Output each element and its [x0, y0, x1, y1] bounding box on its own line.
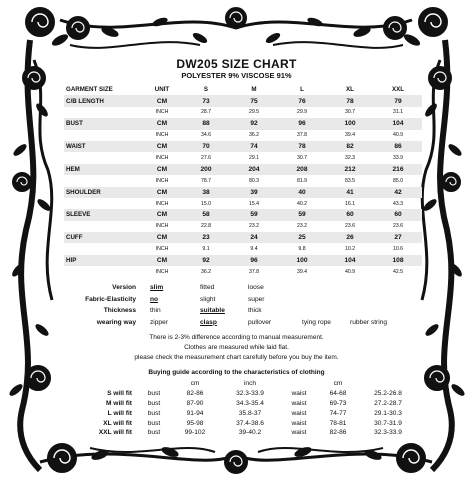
guide-header — [64, 379, 416, 389]
value-cell-inch: 10.6 — [392, 246, 404, 253]
empty-label — [64, 243, 142, 254]
guide-cell-cm2: 78-81 — [329, 419, 347, 427]
value-cell-inch: 16.1 — [344, 200, 356, 207]
rose-top-center — [226, 8, 246, 28]
buying-guide-title: Buying guide according to the characteristics of clothing — [148, 369, 325, 376]
value-cell-cm: 70 — [182, 141, 230, 152]
guide-cell-who: M will fit — [105, 399, 132, 407]
unit-cell: CM — [142, 187, 182, 198]
attribute-option-selected: slim — [150, 284, 164, 291]
empty-label — [64, 221, 142, 232]
guide-cell-part2: waist — [291, 419, 307, 427]
value-cell-cm: 79 — [374, 95, 422, 106]
value-cell-cm: 58 — [182, 209, 230, 220]
guide-cell-cm: 82-86 — [186, 390, 204, 398]
value-cell-inch: 9.1 — [202, 246, 210, 253]
measurement-label: WAIST — [64, 141, 142, 152]
header-size-xl: XL — [346, 86, 354, 94]
guide-col-cm: cm — [190, 380, 200, 388]
value-cell-cm: 96 — [278, 118, 326, 129]
rose-bottom-right — [397, 444, 425, 472]
value-cell-cm: 100 — [326, 118, 374, 129]
size-row-cm — [64, 232, 422, 243]
guide-cell-part1: bust — [147, 409, 161, 417]
unit-cell: INCH — [155, 223, 169, 230]
size-row-inch — [64, 130, 422, 141]
guide-cell-cm: 87-90 — [186, 399, 204, 407]
attribute-label: Version — [112, 284, 136, 291]
guide-cell-part2: waist — [291, 390, 307, 398]
value-cell-inch: 29.1 — [248, 155, 260, 162]
value-cell-inch: 23.6 — [344, 223, 356, 230]
attribute-option: thin — [150, 307, 161, 314]
guide-cell-inch2: 25.2-26.8 — [374, 390, 402, 398]
value-cell-inch: 15.0 — [200, 200, 212, 207]
guide-cell-inch: 34.3-35.4 — [236, 399, 264, 407]
value-cell-cm: 38 — [182, 187, 230, 198]
attribute-option: fitted — [200, 284, 215, 291]
value-cell-inch: 33.9 — [392, 155, 404, 162]
header-size-xxl: XXL — [391, 86, 405, 94]
value-cell-cm: 75 — [230, 95, 278, 106]
measurement-label: HEM — [64, 164, 142, 175]
attribute-option-selected: no — [150, 295, 159, 303]
unit-cell: CM — [142, 232, 182, 243]
value-cell-inch: 29.9 — [296, 109, 308, 116]
attribute-option: thick — [248, 307, 262, 314]
unit-cell: INCH — [155, 109, 169, 116]
empty-label — [64, 107, 142, 118]
value-cell-inch: 9.8 — [298, 246, 306, 253]
value-cell-cm: 73 — [182, 95, 230, 106]
size-row-cm — [64, 255, 422, 266]
guide-cell-who: XXL will fit — [98, 429, 132, 437]
guide-cell-inch: 37.4-38.6 — [236, 419, 264, 427]
value-cell-cm: 59 — [278, 209, 326, 220]
unit-cell: CM — [142, 164, 182, 175]
value-cell-inch: 37.8 — [248, 268, 260, 275]
header-size-s: S — [203, 86, 209, 94]
value-cell-inch: 34.6 — [200, 132, 212, 139]
size-row-cm — [64, 164, 422, 175]
guide-cell-cm: 91-94 — [186, 409, 204, 417]
value-cell-inch: 30.7 — [344, 109, 356, 116]
value-cell-cm: 60 — [374, 209, 422, 220]
value-cell-inch: 28.7 — [200, 109, 212, 116]
value-cell-cm: 59 — [230, 209, 278, 220]
value-cell-cm: 88 — [182, 118, 230, 129]
value-cell-cm: 86 — [374, 141, 422, 152]
value-cell-inch: 81.9 — [296, 177, 308, 184]
value-cell-inch: 43.3 — [392, 200, 404, 207]
guide-cell-who: S will fit — [107, 390, 132, 398]
size-row-inch — [64, 107, 422, 118]
rose-top-right — [419, 8, 447, 36]
attribute-option: slight — [200, 295, 216, 303]
value-cell-inch: 9.4 — [250, 246, 258, 253]
value-cell-cm: 76 — [278, 95, 326, 106]
value-cell-inch: 39.4 — [344, 132, 356, 139]
guide-col-inch: inch — [243, 380, 257, 388]
attribute-option: super — [248, 295, 265, 303]
guide-cell-part1: bust — [147, 399, 161, 407]
attribute-option-selected: suitable — [200, 307, 225, 314]
guide-cell-cm2: 69-73 — [329, 399, 347, 407]
size-row-cm — [64, 141, 422, 152]
size-row-inch — [64, 175, 422, 186]
size-table — [64, 84, 422, 278]
guide-cell-part1: bust — [147, 429, 161, 437]
value-cell-inch: 23.6 — [392, 223, 404, 230]
empty-label — [64, 198, 142, 209]
guide-cell-who: L will fit — [107, 409, 132, 417]
size-row-inch — [64, 243, 422, 254]
value-cell-inch: 29.5 — [248, 109, 260, 116]
attribute-option: loose — [248, 284, 264, 291]
guide-row — [64, 408, 416, 418]
guide-cell-part2: waist — [291, 409, 307, 417]
value-cell-cm: 82 — [326, 141, 374, 152]
size-row-cm — [64, 95, 422, 106]
note-difference: There is 2-3% difference according to manual measurement. — [149, 334, 324, 341]
measurement-label: SHOULDER — [64, 187, 142, 198]
empty-label — [64, 175, 142, 186]
empty-label — [64, 130, 142, 141]
attribute-option: pullover — [248, 318, 272, 326]
value-cell-cm: 204 — [230, 164, 278, 175]
guide-cell-inch2: 27.2-28.7 — [374, 399, 402, 407]
guide-cell-cm2: 74-77 — [329, 409, 347, 417]
value-cell-cm: 200 — [182, 164, 230, 175]
empty-label — [64, 266, 142, 277]
measurement-label: CUFF — [64, 232, 142, 243]
unit-cell: INCH — [155, 132, 169, 139]
value-cell-cm: 212 — [326, 164, 374, 175]
empty-label — [64, 152, 142, 163]
rose-top-right-2 — [384, 17, 406, 39]
header-size-m: M — [251, 86, 257, 94]
attribute-label: Thickness — [103, 307, 136, 314]
value-cell-cm: 40 — [278, 187, 326, 198]
value-cell-cm: 96 — [230, 255, 278, 266]
value-cell-cm: 26 — [326, 232, 374, 243]
value-cell-cm: 108 — [374, 255, 422, 266]
guide-cell-cm2: 82-86 — [329, 429, 347, 437]
unit-cell: CM — [142, 118, 182, 129]
value-cell-inch: 30.7 — [296, 155, 308, 162]
value-cell-cm: 104 — [374, 118, 422, 129]
size-row-cm — [64, 187, 422, 198]
value-cell-cm: 100 — [278, 255, 326, 266]
attribute-option: rubber string — [350, 318, 388, 326]
guide-cell-inch: 39-40.2 — [238, 429, 262, 437]
value-cell-cm: 104 — [326, 255, 374, 266]
value-cell-cm: 41 — [326, 187, 374, 198]
measurement-label: HIP — [64, 255, 142, 266]
value-cell-inch: 27.6 — [200, 155, 212, 162]
header-garment-size: GARMENT SIZE — [66, 86, 113, 94]
fabric-composition: POLYESTER 9% VISCOSE 91% — [181, 71, 292, 80]
value-cell-cm: 78 — [278, 141, 326, 152]
attribute-option: tying rope — [302, 318, 331, 326]
value-cell-cm: 42 — [374, 187, 422, 198]
guide-cell-part2: waist — [291, 429, 307, 437]
note-check-chart: please check the measurement chart carefully before you buy the item. — [134, 354, 339, 361]
guide-cell-inch2: 32.3-33.9 — [374, 429, 402, 437]
header-size-l: L — [300, 86, 304, 94]
size-table-header — [64, 84, 422, 95]
size-row-inch — [64, 152, 422, 163]
value-cell-inch: 37.8 — [296, 132, 308, 139]
guide-row — [64, 418, 416, 428]
value-cell-cm: 208 — [278, 164, 326, 175]
measurement-label: BUST — [64, 118, 142, 129]
value-cell-cm: 216 — [374, 164, 422, 175]
value-cell-inch: 40.9 — [392, 132, 404, 139]
unit-cell: INCH — [155, 246, 169, 253]
size-row-inch — [64, 221, 422, 232]
value-cell-inch: 23.2 — [248, 223, 260, 230]
guide-cell-cm: 95-98 — [186, 419, 204, 427]
value-cell-cm: 78 — [326, 95, 374, 106]
value-cell-cm: 92 — [182, 255, 230, 266]
value-cell-inch: 36.2 — [248, 132, 260, 139]
attribute-label: Fabric-Elasticity — [85, 295, 136, 303]
value-cell-inch: 10.2 — [344, 246, 356, 253]
measurement-label: SLEEVE — [64, 209, 142, 220]
size-row-cm — [64, 209, 422, 220]
rose-bottom-center — [225, 451, 247, 473]
unit-cell: CM — [142, 141, 182, 152]
size-row-inch — [64, 266, 422, 277]
guide-row — [64, 428, 416, 438]
unit-cell: INCH — [155, 200, 169, 207]
attribute-option: zipper — [150, 318, 168, 326]
value-cell-cm: 25 — [278, 232, 326, 243]
guide-cell-inch2: 29.1-30.3 — [374, 409, 402, 417]
value-cell-inch: 78.7 — [200, 177, 212, 184]
unit-cell: INCH — [155, 155, 169, 162]
buying-guide-table — [64, 379, 416, 438]
guide-row — [64, 399, 416, 409]
guide-row — [64, 389, 416, 399]
value-cell-inch: 40.2 — [296, 200, 308, 207]
guide-cell-part1: bust — [147, 419, 161, 427]
value-cell-cm: 92 — [230, 118, 278, 129]
value-cell-inch: 85.0 — [392, 177, 404, 184]
value-cell-inch: 23.2 — [296, 223, 308, 230]
value-cell-inch: 32.3 — [344, 155, 356, 162]
measurement-label: C/B LENGTH — [64, 95, 142, 106]
unit-cell: CM — [142, 209, 182, 220]
guide-cell-cm: 99-102 — [184, 429, 206, 437]
value-cell-inch: 31.1 — [392, 109, 404, 116]
unit-cell: INCH — [155, 268, 169, 275]
unit-cell: INCH — [155, 177, 169, 184]
rose-top-left — [26, 8, 54, 36]
guide-cell-who: XL will fit — [103, 419, 132, 427]
value-cell-inch: 36.2 — [200, 268, 212, 275]
value-cell-inch: 80.3 — [248, 177, 260, 184]
value-cell-inch: 83.5 — [344, 177, 356, 184]
header-unit: UNIT — [154, 86, 170, 94]
value-cell-cm: 27 — [374, 232, 422, 243]
attribute-label: wearing way — [96, 318, 136, 326]
guide-cell-part2: waist — [291, 399, 307, 407]
rose-left-mid — [13, 173, 31, 191]
guide-cell-inch2: 30.7-31.9 — [374, 419, 402, 427]
value-cell-cm: 23 — [182, 232, 230, 243]
value-cell-inch: 22.8 — [200, 223, 212, 230]
rose-top-left-2 — [67, 17, 89, 39]
value-cell-cm: 60 — [326, 209, 374, 220]
value-cell-inch: 15.4 — [248, 200, 260, 207]
unit-cell: CM — [142, 255, 182, 266]
value-cell-cm: 74 — [230, 141, 278, 152]
size-row-cm — [64, 118, 422, 129]
rose-right-mid — [442, 173, 460, 191]
unit-cell: CM — [142, 95, 182, 106]
chart-title: DW205 SIZE CHART — [176, 57, 297, 71]
guide-cell-inch: 32.3-33.9 — [236, 390, 264, 398]
guide-cell-cm2: 64-68 — [329, 390, 347, 398]
attribute-option-selected: clasp — [200, 318, 217, 326]
guide-cell-part1: bust — [147, 390, 161, 398]
rose-bottom-left — [48, 444, 76, 472]
value-cell-cm: 24 — [230, 232, 278, 243]
size-row-inch — [64, 198, 422, 209]
value-cell-inch: 39.4 — [296, 268, 308, 275]
guide-cell-inch: 35.8-37 — [238, 409, 262, 417]
value-cell-cm: 39 — [230, 187, 278, 198]
value-cell-inch: 40.9 — [344, 268, 356, 275]
guide-col-cm-2: cm — [333, 380, 343, 388]
value-cell-inch: 42.5 — [392, 268, 404, 275]
note-laid-flat: Clothes are measured while laid flat. — [184, 344, 289, 351]
